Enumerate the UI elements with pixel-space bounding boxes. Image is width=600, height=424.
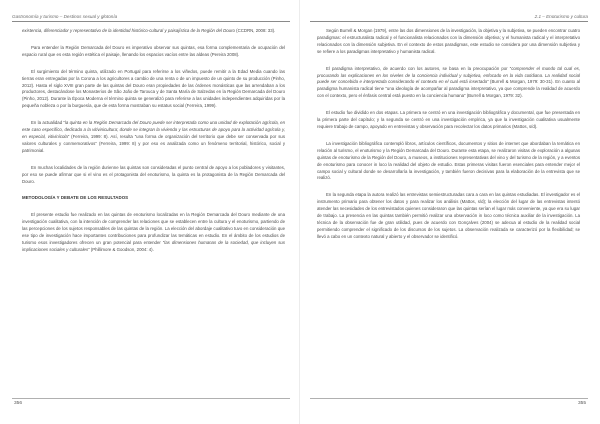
right-page-number: 355 bbox=[577, 401, 586, 406]
left-footer-rule bbox=[12, 398, 290, 399]
paragraph: El paradigma interpretativo, de acuerdo con los autores, se basa en la preocupación por “comprender el mundo tal cual es, procurando las explicaciones en los niveles de la conciencia individual y subjetiva, enfocado en la vida cotidiana. La realidad social puede ser concebida e interpretada considerando el contexto en el cual está insertada” (Burrell & Morgan, 1979: 30-31). En cuanto al paradigma humanista radical tiene “una ideología de acompañar al paradigma interpretativo, ya que comprende la realidad de acuerdo con el contexto, pero el énfasis central está puesto en la conciencia humana” (Burrell & Morgan, 1979: 32). bbox=[317, 65, 580, 99]
paragraph: En la segunda etapa la autora realizó las entrevistas semiestructuradas cara a cara en las quintas estudiadas. El investigador es el instrumento primario para obtener los datos y para realizar los análisis (Mattos, s/d); la elección del lugar de las entrevistas intentó atender las necesidades de los entrevistados quienes consideraron que las quintas serían el lugar más conveniente, ya que era su lugar de trabajo. La presencia en las quintas también permitió realizar una observación in loco como técnica auxiliar de la investigación. La técnica de la observación fue de gran utilidad, pues de acuerdo con Gonçalves (2004) se adecua al estudio de la realidad social permitiendo comprender el significado de los discursos de los sujetos. La observación realizada se caracterizó por la flexibilidad; se llevó a cabo en un contexto natural y abierto y el observador se identificó. bbox=[317, 192, 580, 239]
left-page-body bbox=[22, 28, 285, 254]
right-header-rule bbox=[310, 21, 588, 22]
paragraph: La investigación bibliográfica contempló libros, artículos científicos, documentos y sitios de internet que abordaban la temática en relación al turismo, el enoturismo y la Región Demarcada del Douro. Durante esta etapa, se realizaron visitas de exploración a algunas quintas de enoturismo de la Región del Douro, a museos, a instituciones representativas del vino y del turismo de la región, y a eventos de enoturismo para conocer in loco la realidad del objeto de estudio. Estas primeras visitas fueron esenciales para entender mejor el campo social y cultural donde se desarrollaría la investigación, y también fueron decisivas para la elaboración de la entrevista que se realizó. bbox=[317, 140, 580, 181]
paragraph: Según Burrell & Morgan (1979), entre las dos dimensiones de la investigación, la objetiva y la subjetiva, se pueden encontrar cuatro paradigmas: el estructuralista radical y el funcionalista relacionados con la dimensión objetiva; y el humanista radical y el interpretativo relacionados con la dimensión subjetiva. En el contexto de estos paradigmas, este estudio se considera por una dimensión subjetiva y se refiere a los paradigmas interpretativo y humanista radical. bbox=[317, 28, 580, 54]
paragraph: En la actualidad “la quinta en la Región Demarcada del Douro puede ser interpretada como una unidad de explotación agrícola, en este caso específico, dedicada a la vitivinicultura; donde se integran la vivienda y las estructuras de apoyo para la actividad agrícola y, en especial, vitivinícola” (Ferreira, 1999: 8). Así, resulta “una forma de organización del territorio que debe ser conservada por sus valores culturales y conmemorativos” (Ferreira, 1999: 8) y por eso es analizada como un fenómeno territorial, histórico, social y patrimonial. bbox=[22, 120, 285, 153]
right-page bbox=[300, 0, 600, 424]
left-header-rule bbox=[12, 21, 290, 22]
left-running-head: Gastronomía y turismo – Destinos sexual y glotonía bbox=[12, 14, 118, 19]
paragraph: En muchas localidades de la región durienne las quintas son consideradas el punto central de apoyo a los pobladores y visitantes, por eso se puede afirmar que si el vino es el protagonista del enoturismo, la quinta es la protagonista de la Región Demarcada del Douro. bbox=[22, 164, 285, 184]
right-footer-rule bbox=[310, 398, 588, 399]
paragraph: El presente estudio fue realizado en las quintas de enoturismo localizadas en la Región Demarcada del Douro mediante de una investigación cualitativa, con la intención de comprender las relaciones que se establecen entre la cultura y el enoturismo, partiendo de las percepciones de los sujetos responsables de las quintas de la región. La elección del abordaje cualitativo tuvo en consideración que ese tipo de investigación hace importantes contribuciones para profundizar las temáticas en estudio. En el ámbito de los estudios de turismo esos investigadores ofrecen un gran potencial para entender “las dimensiones humanas de la sociedad, que incluyen sus implicaciones sociales y culturales” (Phillimore & Goodson, 2004: 4). bbox=[22, 212, 285, 252]
left-page-number: 356 bbox=[14, 401, 23, 406]
right-running-head: 2.1 – Enoturismo y cultura bbox=[534, 14, 588, 19]
paragraph: El estudio fue dividido en dos etapas. La primera se centró en una investigación bibliográfica y documental, que fue presentada en la primera parte del capítulo; y la segunda se centró en una investigación empírica, ya que la investigación cualitativa usualmente requiere trabajo de campo, apoyado en entrevistas y observación para recolectar los datos primarios (Mattos, s/d). bbox=[317, 110, 580, 129]
right-page-body bbox=[317, 28, 580, 241]
paragraph: El surgimiento del término quinta, utilizado en Portugal para referirse a los viñedos, puede remitir a la Edad Media cuando las tierras eran entregadas por la Corona a los agricultores a cambio de una renta o de un impuesto de un quinto de su producción (Pinho, 2012). Hasta el siglo XVIII gran parte de las quintas del Douro eran propiedades de las órdenes monásticas que las arrendaban a los productores, destacándose los Monasterios de São João de Tarouca y de Santa María de Salzedas en la Región Demarcada del Douro (Pinho, 2012). Durante la Época Moderna el término quinta se generalizó para referirse a las unidades independientes adquiridas por la pequeña nobleza o por la burguesía, que de esta forma mostraban su estatus social (Ferreira, 1999). bbox=[22, 68, 285, 109]
paragraph: existencia, diferenciador y representativo de la identidad histórico-cultural y paisajística de la Región del Douro (CCDRN, 2008: 33). bbox=[22, 28, 276, 33]
paragraph: Para entender la Región Demarcada del Douro es imperativo observar sus quintas, esa forma complementaria de ocupación del espacio rural que es esta región estética el paisaje, llenando los espacios vacíos entre las aldeas (Pereira 2008). bbox=[22, 44, 285, 57]
section-heading: METODOLOGÍA Y DEBATE DE LOS RESULTADOS bbox=[22, 195, 129, 201]
